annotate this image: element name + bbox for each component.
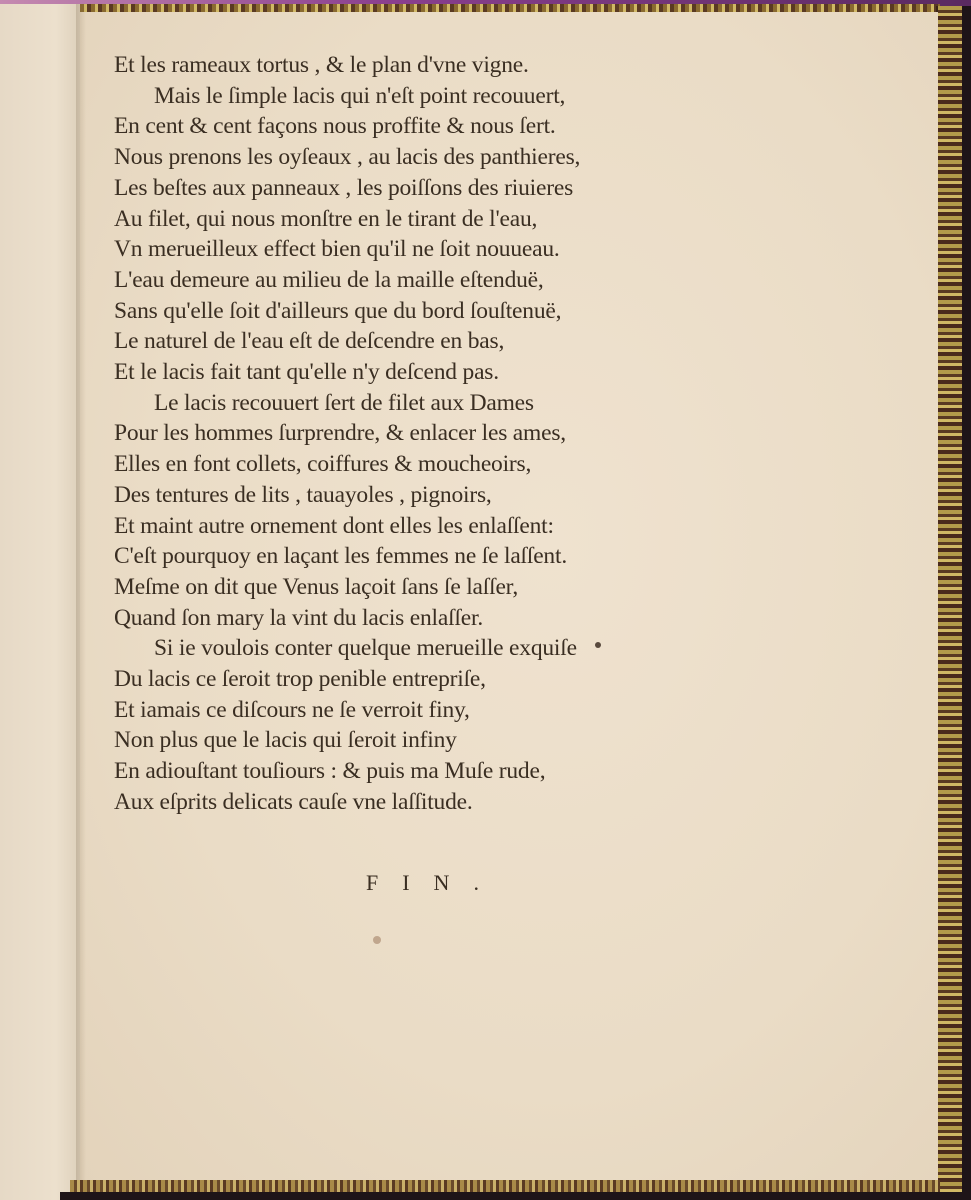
poem-line: C'eſt pourquoy en laçant les femmes ne ſe laſſent.: [114, 543, 567, 570]
facing-flyleaf: [0, 4, 80, 1200]
poem-line: Quand ſon mary la vint du lacis enlaſſer.: [114, 604, 484, 631]
cover-edge-right: [962, 6, 971, 1200]
poem-line: Et iamais ce diſcours ne ſe verroit finy,: [114, 696, 470, 723]
poem-line: En cent & cent façons nous proffite & nous ſert.: [114, 113, 556, 140]
poem-line: L'eau demeure au milieu de la maille eſtenduë,: [114, 266, 544, 293]
poem-line: Du lacis ce ſeroit trop penible entrepriſe,: [114, 666, 486, 693]
poem-line: Aux eſprits delicats cauſe vne laſſitude.: [114, 788, 473, 815]
poem-line: Des tentures de lits , tauayoles , pignoirs,: [114, 481, 492, 508]
cover-edge-bottom: [60, 1192, 971, 1200]
ink-blot: [595, 642, 601, 648]
poem-line: Elles en font collets, coiffures & moucheoirs,: [114, 451, 532, 478]
poem-line: En adiouſtant touſiours : & puis ma Muſe rude,: [114, 758, 546, 785]
poem-line: Au filet, qui nous monſtre en le tirant de l'eau,: [114, 205, 538, 232]
poem-line: Et maint autre ornement dont elles les enlaſſent:: [114, 512, 554, 539]
gutter-shadow: [76, 4, 86, 1200]
poem-line: Le naturel de l'eau eſt de deſcendre en bas,: [114, 328, 505, 355]
poem-line: Les beſtes aux panneaux , les poiſſons des riuieres: [114, 174, 574, 201]
poem-line: Sans qu'elle ſoit d'ailleurs que du bord ſouſtenuë,: [114, 297, 562, 324]
poem-line: Vn merueilleux effect bien qu'il ne ſoit nouueau.: [114, 236, 560, 263]
poem-line: Non plus que le lacis qui ſeroit infiny: [114, 727, 457, 754]
poem-line: Et le lacis fait tant qu'elle n'y deſcend pas.: [114, 359, 499, 386]
poem-text: [114, 50, 814, 818]
poem-line: Le lacis recouuert ſert de filet aux Dames: [154, 389, 534, 416]
poem-line: Et les rameaux tortus , & le plan d'vne vigne.: [114, 52, 529, 78]
poem-line: Pour les hommes ſurprendre, & enlacer les ames,: [114, 420, 566, 447]
ink-blot: [373, 936, 381, 944]
finis-mark: FIN.: [366, 870, 503, 895]
poem-line: Meſme on dit que Venus laçoit ſans ſe laſſer,: [114, 573, 519, 600]
poem-line: Si ie voulois conter quelque merueille exquiſe: [154, 635, 577, 662]
poem-line: Mais le ſimple lacis qui n'eſt point recouuert,: [154, 82, 566, 109]
book-page: [80, 12, 938, 1182]
poem-line: Nous prenons les oyſeaux , au lacis des panthieres,: [114, 144, 581, 171]
